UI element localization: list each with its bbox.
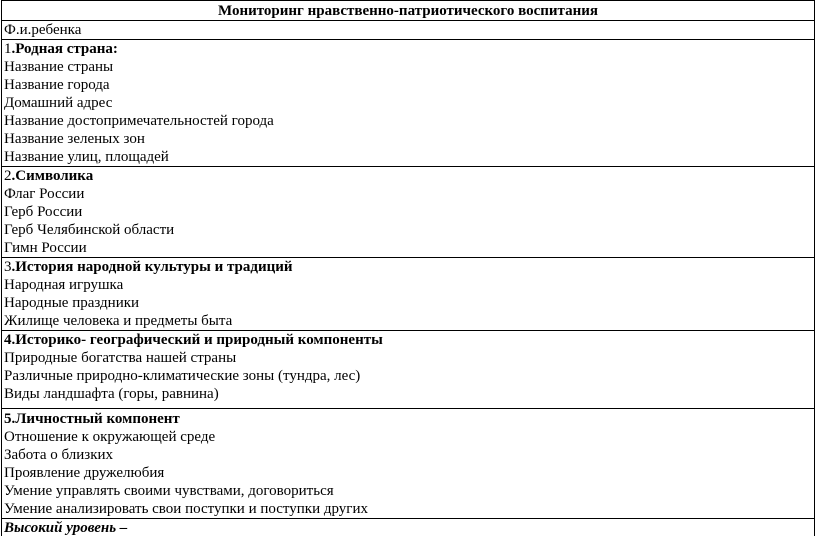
section-number: 4 <box>4 332 12 348</box>
section-item: Природные богатства нашей страны <box>4 350 237 366</box>
section-5-heading <box>4 410 812 428</box>
table-left-border <box>1 0 2 536</box>
level-label: Высокий уровень – <box>4 520 128 536</box>
section-number: 2 <box>4 168 12 184</box>
section-item: Название улиц, площадей <box>4 149 169 165</box>
section-4-heading <box>4 331 812 349</box>
section-number: 5 <box>4 411 12 427</box>
section-title: .Историко- географический и природный компоненты <box>11 332 383 348</box>
section-item: Название города <box>4 77 110 93</box>
section-item: Проявление дружелюбия <box>4 465 165 481</box>
section-item: Народные праздники <box>4 295 140 311</box>
section-item: Гимн России <box>4 240 87 256</box>
section-item: Различные природно-климатические зоны (тундра, лес) <box>4 368 361 384</box>
section-item: Флаг России <box>4 186 85 202</box>
section-title: .Личностный компонент <box>11 411 180 427</box>
section-item: Герб России <box>4 204 83 220</box>
section-number: 1 <box>4 41 12 57</box>
section-3-heading <box>4 258 812 276</box>
table-title: Мониторинг нравственно-патриотического воспитания <box>217 3 599 19</box>
section-item: Народная игрушка <box>4 277 124 293</box>
section-2-heading <box>4 167 812 185</box>
section-title: .Родная страна: <box>11 41 118 57</box>
section-item: Умение управлять своими чувствами, договориться <box>4 483 334 499</box>
section-item: Отношение к окружающей среде <box>4 429 216 445</box>
section-item: Название зеленых зон <box>4 131 145 147</box>
section-title: .Символика <box>11 168 94 184</box>
section-item: Виды ландшафта (горы, равнина) <box>4 386 219 402</box>
section-item: Домашний адрес <box>4 95 113 111</box>
row-divider <box>1 408 815 409</box>
section-item: Жилище человека и предметы быта <box>4 313 233 329</box>
table-right-border <box>814 0 815 536</box>
section-1-heading <box>4 40 812 58</box>
section-title: .История народной культуры и традиций <box>11 259 293 275</box>
section-item: Умение анализировать свои поступки и поступки других <box>4 501 368 517</box>
section-item: Забота о близких <box>4 447 114 463</box>
section-item: Герб Челябинской области <box>4 222 175 238</box>
section-item: Название достопримечательностей города <box>4 113 274 129</box>
section-item: Название страны <box>4 59 114 75</box>
child-name-label: Ф.и.ребенка <box>4 22 82 38</box>
table-top-border <box>1 0 815 1</box>
section-number: 3 <box>4 259 12 275</box>
